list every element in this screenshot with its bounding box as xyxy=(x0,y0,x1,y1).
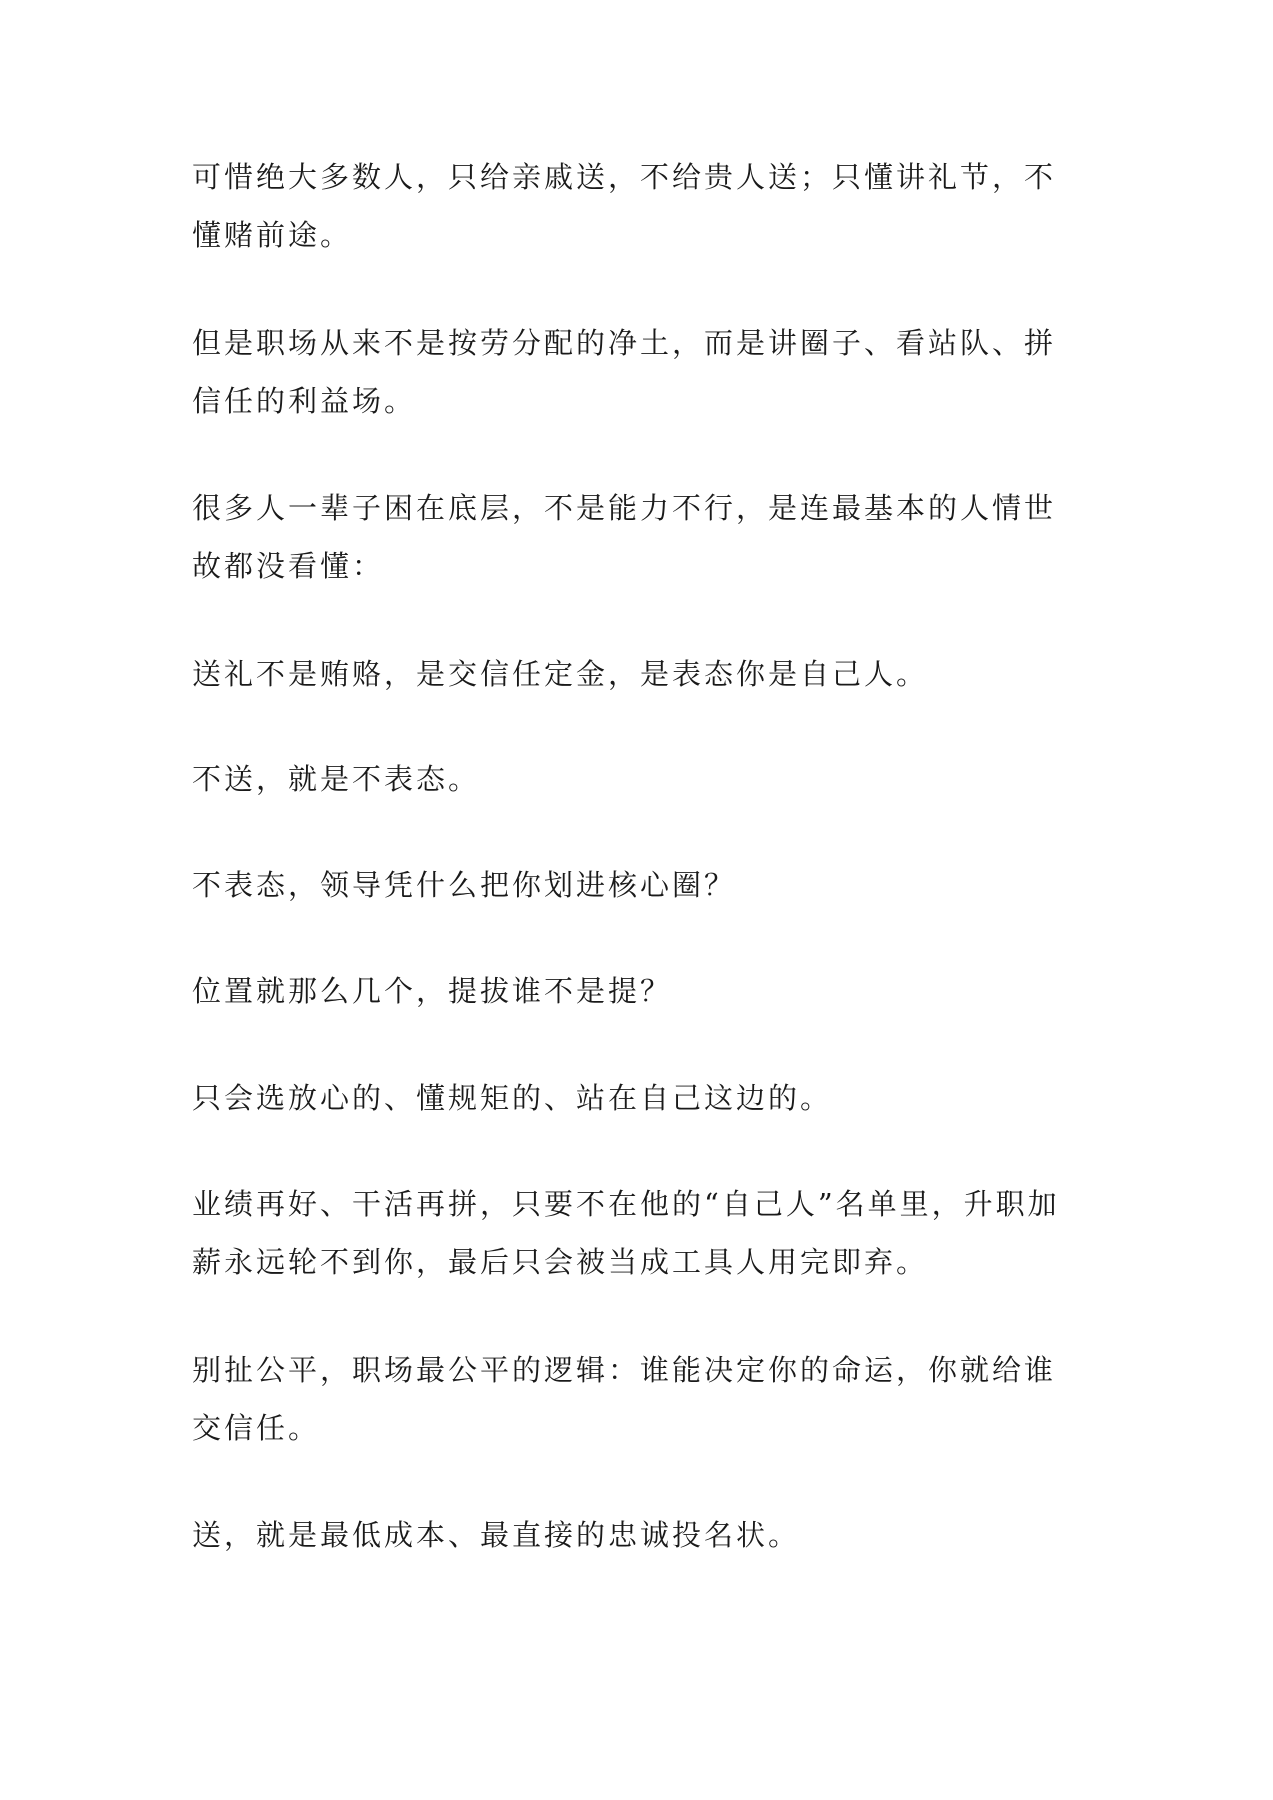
paragraph: 不送，就是不表态。 xyxy=(192,762,481,796)
paragraph: 只会选放心的、懂规矩的、站在自己这边的。 xyxy=(192,1081,833,1115)
paragraph: 但是职场从来不是按劳分配的净土，而是讲圈子、看站队、拼信任的利益场。 xyxy=(192,326,1057,418)
paragraph: 送礼不是贿赂，是交信任定金，是表态你是自己人。 xyxy=(192,657,929,691)
paragraph: 别扯公平，职场最公平的逻辑：谁能决定你的命运，你就给谁交信任。 xyxy=(192,1353,1057,1445)
paragraph: 很多人一辈子困在底层，不是能力不行，是连最基本的人情世故都没看懂： xyxy=(192,491,1057,583)
paragraph: 可惜绝大多数人，只给亲戚送，不给贵人送；只懂讲礼节，不懂赌前途。 xyxy=(192,160,1057,252)
paragraph: 送，就是最低成本、最直接的忠诚投名状。 xyxy=(192,1518,801,1552)
paragraph: 业绩再好、干活再拼，只要不在他的“自己人”名单里，升职加薪永远轮不到你，最后只会被当成工具人用完即弃。 xyxy=(192,1187,1060,1279)
paragraph: 不表态，领导凭什么把你划进核心圈？ xyxy=(192,868,737,902)
paragraph: 位置就那么几个，提拔谁不是提？ xyxy=(192,974,673,1008)
